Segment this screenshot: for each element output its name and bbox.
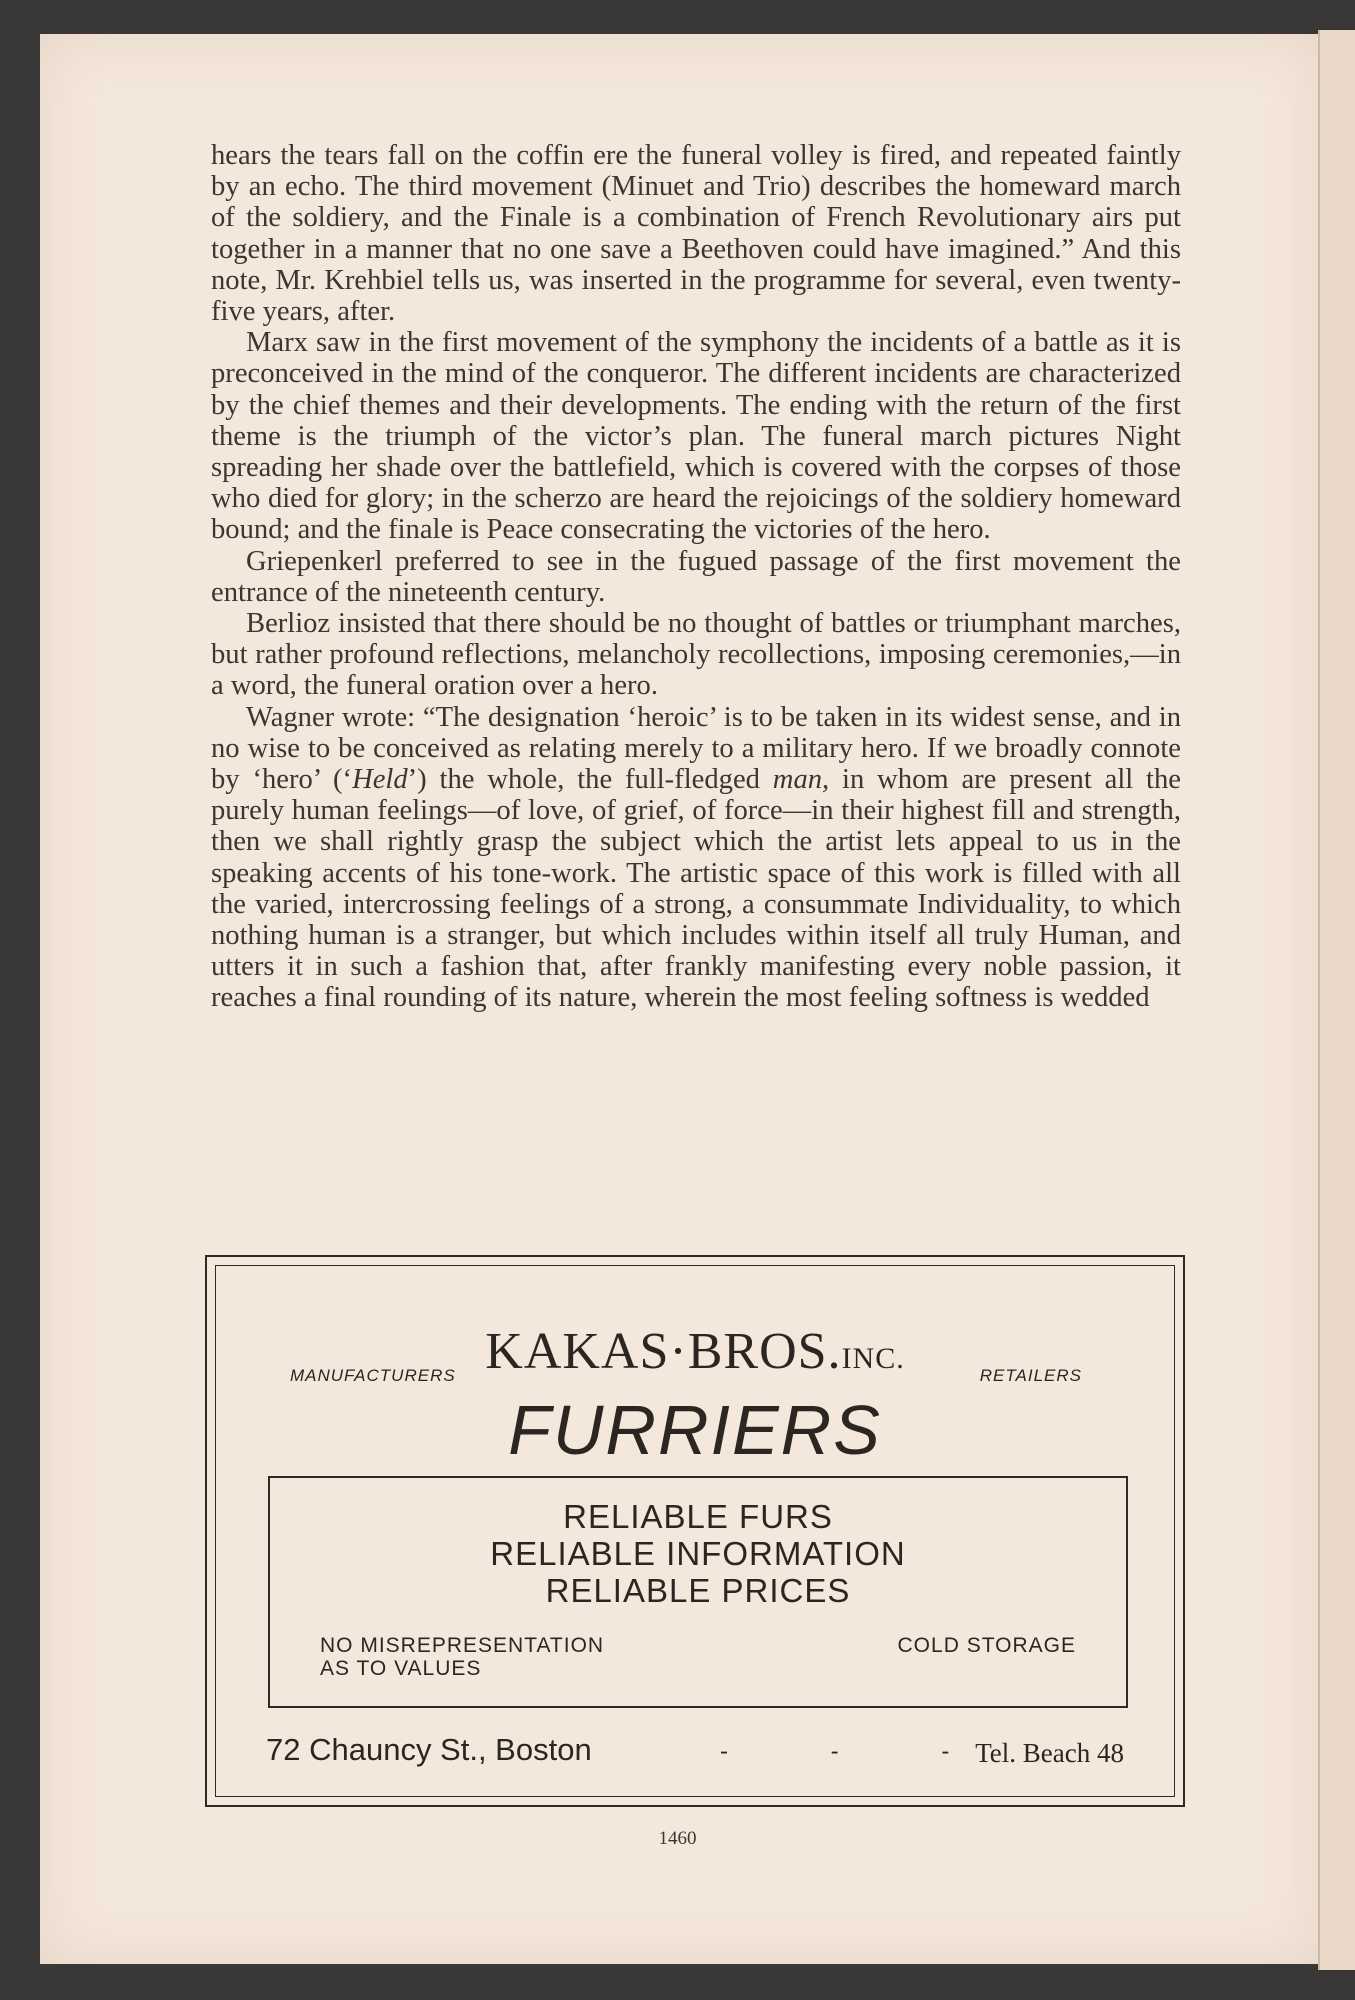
retailers-label: RETAILERS [979, 1366, 1082, 1385]
furriers-heading: FURRIERS [508, 1391, 882, 1469]
telephone: Tel. Beach 48 [975, 1738, 1124, 1768]
advertisement-inner-border [215, 1265, 1175, 1797]
misrep-line-2: AS TO VALUES [320, 1657, 482, 1680]
misrep-line-1: NO MISREPRESENTATION [320, 1634, 605, 1657]
next-page-edge [1318, 30, 1355, 1970]
paragraph-3: Griepenkerl preferred to see in the fugued passage of the first movement the entrance of the nineteenth century. [211, 545, 1181, 608]
reliable-information: RELIABLE INFORMATION [490, 1535, 906, 1572]
paragraph-4: Berlioz insisted that there should be no thought of battles or triumphant marches, but rather profound reflections, melancholy recollections, imposing ceremonies,—in a word, the funeral oration over a hero. [211, 608, 1181, 702]
slogan-box [268, 1476, 1128, 1708]
misrepresentation-note [320, 1634, 604, 1680]
address: 72 Chauncy St., Boston [266, 1732, 592, 1767]
page-number: 1460 [658, 1828, 697, 1849]
paragraph-1: hears the tears fall on the coffin ere the funeral volley is fired, and repeated faintly by an echo. The third movement (Minuet and Trio) describes the homeward march of the soldiery, and the Finale is a combination of French Revolutionary airs put together in a manner that no one save a Beethoven could have imagined.” And this note, Mr. Krehbiel tells us, was inserted in the programme for several, even twenty-five years, after. [211, 140, 1181, 328]
held-word: Held [352, 764, 408, 796]
brand-text: KAKAS·BROS. [485, 1323, 842, 1380]
cold-storage: COLD STORAGE [897, 1634, 1076, 1657]
advertisement [205, 1255, 1185, 1807]
brand-inc: INC. [841, 1342, 905, 1375]
reliable-furs: RELIABLE FURS [563, 1498, 833, 1535]
dash-separator: - - - [720, 1738, 998, 1765]
paragraph-5 [211, 702, 1181, 1014]
paragraph-2: Marx saw in the first movement of the symphony the incidents of a battle as it is preconceived in the mind of the conqueror. The different incidents are characterized by the chief themes and their developments. The ending with the return of the first theme is the triumph of the victor’s plan. The funeral march pictures Night spreading her shade over the battlefield, which is covered with the corpses of those who died for glory; in the scherzo are heard the rejoicings of the soldiery homeward bound; and the finale is Peace consecrating the victories of the hero. [211, 327, 1181, 546]
paragraph-5-part-c: in whom are present all the purely human feelings—of love, of grief, of force—in their highest fill and strength, then we shall rightly grasp the subject which the artist lets appeal to us in the speaking accents of his tone-work. The artistic space of this work is filled with all the varied, intercrossing feelings of a strong, a consummate Individuality, to which nothing human is a stranger, but which includes within itself all truly Human, and utters it in such a fashion that, after frankly manifesting every noble passion, it reaches a final rounding of its nature, wherein the most feeling softness is wedded [211, 764, 1181, 1014]
paragraph-5-part-b: ’) the whole, the full-fledged [407, 764, 773, 796]
article-text [211, 140, 1181, 1014]
man-word: man, [772, 764, 830, 796]
paragraph-5-part-a: Wagner wrote: “The designation ‘heroic’ is to be taken in its widest sense, and in no wise to be conceived as relating merely to a military hero. If we broadly connote by ‘hero’ (‘ [211, 701, 1181, 796]
manufacturers-label: MANUFACTURERS [290, 1366, 456, 1385]
reliable-prices: RELIABLE PRICES [545, 1572, 851, 1609]
